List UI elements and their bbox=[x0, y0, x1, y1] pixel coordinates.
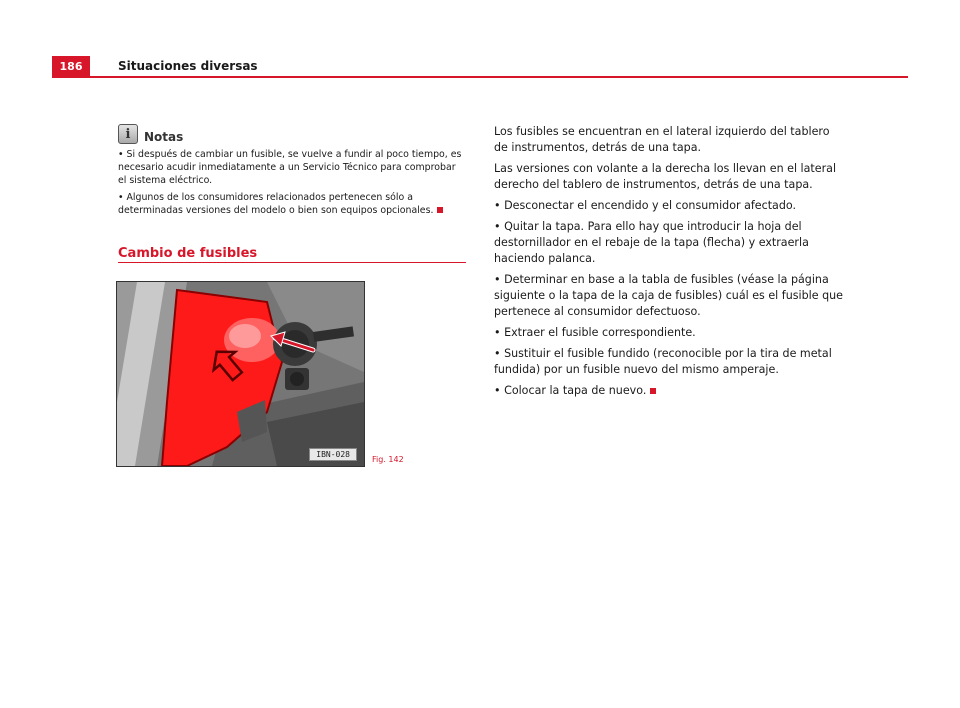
instructions-column bbox=[494, 124, 844, 404]
note-paragraph: • Algunos de los consumidores relacionados pertenecen sólo a determinadas versiones del modelo o bien son equipos opcionales. bbox=[118, 191, 463, 217]
body-paragraph: Las versiones con volante a la derecha los llevan en el lateral derecho del tablero de instrumentos, detrás de una tapa. bbox=[494, 162, 837, 191]
section-rule bbox=[118, 262, 466, 263]
body-paragraph: Los fusibles se encuentran en el lateral izquierdo del tablero de instrumentos, detrás de una tapa. bbox=[494, 125, 830, 154]
dashboard-illustration bbox=[117, 282, 364, 466]
info-icon: i bbox=[118, 124, 138, 144]
instruction-step: • Determinar en base a la tabla de fusibles (véase la página siguiente o la tapa de la caja de fusibles) cuál es el fusible que pertenece al consumidor defectuoso. bbox=[494, 273, 843, 318]
instruction-step: • Extraer el fusible correspondiente. bbox=[494, 326, 696, 339]
instruction-step: • Desconectar el encendido y el consumidor afectado. bbox=[494, 199, 797, 212]
figure-caption: Fig. 142 bbox=[372, 455, 404, 464]
end-of-section-mark bbox=[437, 207, 443, 213]
note-paragraph: • Si después de cambiar un fusible, se vuelve a fundir al poco tiempo, es necesario acudir inmediatamente a un Servicio Técnico para comprobar el sistema eléctrico. bbox=[118, 149, 462, 186]
notes-title: Notas bbox=[144, 130, 184, 144]
instruction-step: • Colocar la tapa de nuevo. bbox=[494, 383, 844, 399]
page-number: 186 bbox=[52, 56, 90, 76]
instruction-step: • Sustituir el fusible fundido (reconocible por la tira de metal fundida) por un fusible nuevo del mismo amperaje. bbox=[494, 347, 832, 376]
header-rule bbox=[52, 76, 908, 78]
notes-heading bbox=[118, 124, 463, 144]
running-header: Situaciones diversas bbox=[118, 59, 258, 73]
instruction-step: • Quitar la tapa. Para ello hay que introducir la hoja del destornillador en el rebaje de la tapa (flecha) y extraerla haciendo palanca. bbox=[494, 220, 809, 265]
section-title: Cambio de fusibles bbox=[118, 246, 258, 261]
end-of-section-mark bbox=[650, 388, 656, 394]
fuse-cover-figure bbox=[117, 282, 364, 466]
figure-code: IBN-028 bbox=[309, 448, 357, 461]
notes-box bbox=[118, 124, 463, 217]
